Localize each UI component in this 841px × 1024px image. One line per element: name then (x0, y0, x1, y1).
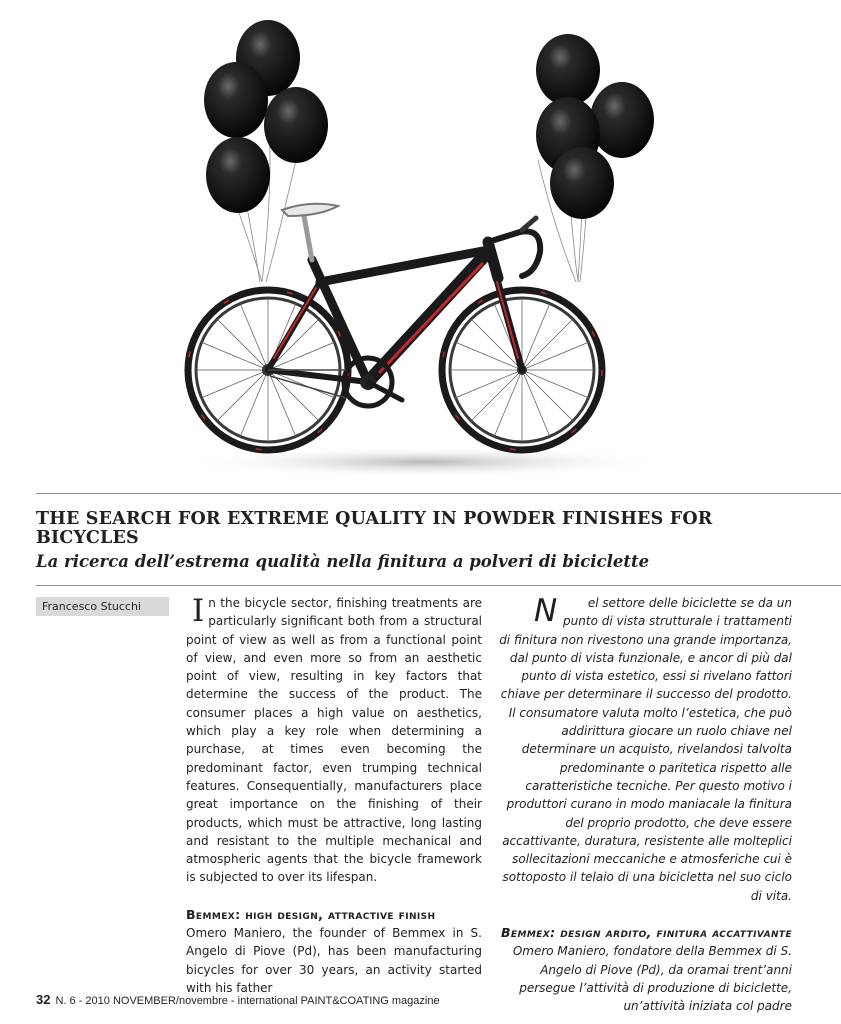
balloon-cluster-right (536, 34, 654, 219)
page-footer (36, 992, 440, 1007)
bicycle-frame (268, 204, 540, 382)
article-title-italian: La ricerca dell’estrema qualità nella finitura a polveri di biciclette (36, 552, 650, 571)
footer-publication: N. 6 - 2010 NOVEMBER/novembre - international PAINT&COATING magazine (55, 995, 440, 1007)
italian-paragraph-2: Omero Maniero, fondatore della Bemmex di S. Angelo di Piove (Pd), da oramai trent’anni persegue l’attività di produzione di biciclette, un’attività iniziata col padre (512, 944, 792, 1014)
english-paragraph-1 (186, 594, 482, 887)
italian-dropcap: N (534, 593, 558, 629)
page-number: 32 (36, 992, 51, 1007)
divider-bottom (36, 585, 841, 586)
italian-paragraph-1-text: el settore delle biciclette se da un punto di vista strutturale i trattamenti di finitura non rivestono una grande importanza, dal punto di vista funzionale, e ancor di più dal punto di vista estetico, essi si rivelano fattori chiave per determinare il successo del prodotto. Il consumatore valuta molto l’estetica, che può addirittura giocare un ruolo chiave nel determinare un acquisto, rivelandosi talvolta predominante o paritetica rispetto alle caratteristiche tecniche. Per questo motivo i produttori curano in modo maniacale la finitura del proprio prodotto, che deve essere accattivante, duratura, resistente alle molteplici sollecitazioni meccaniche e atmosferiche cui è sottoposto il telaio di una bicicletta nel suo ciclo di vita. (499, 596, 792, 903)
article-title-english: THE SEARCH FOR EXTREME QUALITY IN POWDER FINISHES FOR BICYCLES (36, 509, 713, 548)
italian-paragraph-1 (494, 594, 792, 905)
author-byline: Francesco Stucchi (36, 597, 169, 616)
italian-column (494, 594, 792, 1016)
english-paragraph-2: Omero Maniero, the founder of Bemmex in S. Angelo di Piove (Pd), has been manufacturing bicycles for over 30 years, an activity started with his father (186, 926, 482, 995)
english-column (186, 594, 482, 997)
hero-photo (170, 20, 680, 490)
divider-top (36, 493, 841, 494)
english-paragraph-1-text: n the bicycle sector, finishing treatments are particularly significant both from a structural point of view as well as from a functional point of view, and even more so from an aesthetic point of view, resulting in key factors that determine the success of the product. The consumer places a high value on aesthetics, which play a key role when determining a purchase, at times even becoming the predominant factor, even trumping technical features. Consequentially, manufacturers place great importance on the finishing of their products, which must be attractive, long lasting and resistant to the multiple mechanical and atmospheric agents that the bicycle framework is subjected to over its lifespan. (186, 596, 482, 885)
italian-subheading: Bemmex: design ardito, finitura accattivante (501, 925, 792, 941)
bicycle-balloons-illustration (170, 20, 680, 490)
english-subheading: Bemmex: high design, attractive finish (186, 906, 436, 922)
balloon-cluster-left (204, 20, 328, 213)
english-dropcap: I (192, 593, 205, 629)
